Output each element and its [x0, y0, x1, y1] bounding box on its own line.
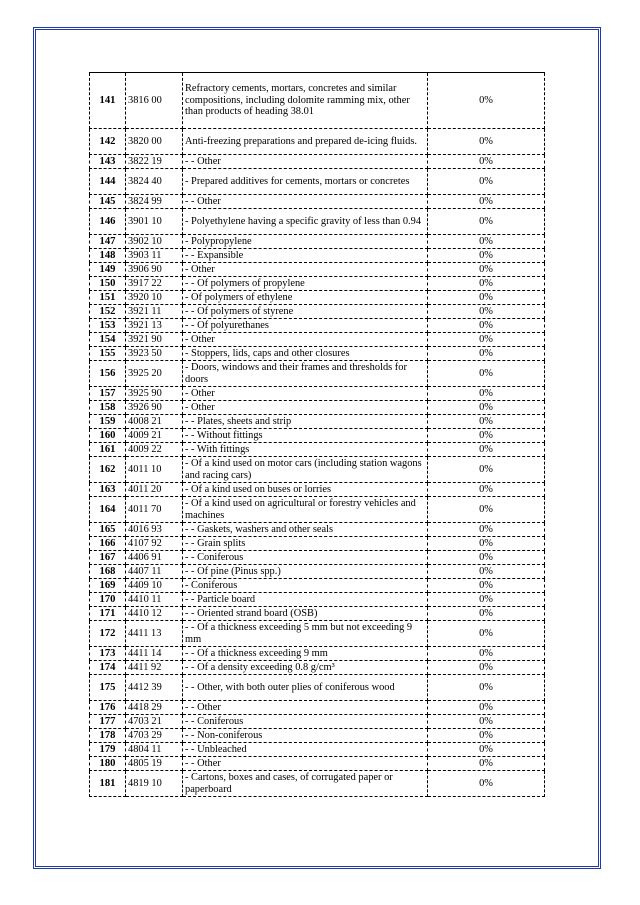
- description: - Coniferous: [183, 579, 428, 593]
- duty-rate: 0%: [428, 387, 545, 401]
- hs-code: 4418 29: [126, 701, 183, 715]
- hs-code: 4107 92: [126, 537, 183, 551]
- row-number: 176: [90, 701, 126, 715]
- table-row: [90, 305, 545, 319]
- table-row: [90, 743, 545, 757]
- hs-code: 3816 00: [126, 73, 183, 129]
- hs-code: 3902 10: [126, 235, 183, 249]
- duty-rate: 0%: [428, 73, 545, 129]
- description: - - Of polymers of styrene: [183, 305, 428, 319]
- table-row: [90, 497, 545, 523]
- hs-code: 4008 21: [126, 415, 183, 429]
- description: - - Of polymers of propylene: [183, 277, 428, 291]
- duty-rate: 0%: [428, 483, 545, 497]
- row-number: 170: [90, 593, 126, 607]
- row-number: 169: [90, 579, 126, 593]
- description: - - Gaskets, washers and other seals: [183, 523, 428, 537]
- row-number: 157: [90, 387, 126, 401]
- row-number: 150: [90, 277, 126, 291]
- hs-code: 3906 90: [126, 263, 183, 277]
- row-number: 151: [90, 291, 126, 305]
- duty-rate: 0%: [428, 249, 545, 263]
- table-row: [90, 291, 545, 305]
- duty-rate: 0%: [428, 235, 545, 249]
- description: - - Of pine (Pinus spp.): [183, 565, 428, 579]
- hs-code: 4409 10: [126, 579, 183, 593]
- duty-rate: 0%: [428, 537, 545, 551]
- description: - Polypropylene: [183, 235, 428, 249]
- description: - Stoppers, lids, caps and other closures: [183, 347, 428, 361]
- hs-code: 4804 11: [126, 743, 183, 757]
- tariff-schedule-table: [89, 72, 545, 797]
- table-body: [90, 73, 545, 797]
- hs-code: 4412 39: [126, 675, 183, 701]
- description: - - Other: [183, 701, 428, 715]
- row-number: 181: [90, 771, 126, 797]
- row-number: 165: [90, 523, 126, 537]
- table-row: [90, 647, 545, 661]
- table-row: [90, 771, 545, 797]
- row-number: 166: [90, 537, 126, 551]
- table-row: [90, 661, 545, 675]
- row-number: 158: [90, 401, 126, 415]
- description: - Polyethylene having a specific gravity of less than 0.94: [183, 209, 428, 235]
- hs-code: 4410 11: [126, 593, 183, 607]
- table-row: [90, 333, 545, 347]
- row-number: 154: [90, 333, 126, 347]
- hs-code: 4011 10: [126, 457, 183, 483]
- duty-rate: 0%: [428, 415, 545, 429]
- description: - Of polymers of ethylene: [183, 291, 428, 305]
- table-row: [90, 715, 545, 729]
- hs-code: 3921 11: [126, 305, 183, 319]
- hs-code: 3824 40: [126, 169, 183, 195]
- description: - - Coniferous: [183, 715, 428, 729]
- table-row: [90, 551, 545, 565]
- row-number: 167: [90, 551, 126, 565]
- table-row: [90, 361, 545, 387]
- description: - - Grain splits: [183, 537, 428, 551]
- description: - - Coniferous: [183, 551, 428, 565]
- hs-code: 4407 11: [126, 565, 183, 579]
- description: - Other: [183, 263, 428, 277]
- duty-rate: 0%: [428, 401, 545, 415]
- row-number: 174: [90, 661, 126, 675]
- description: Anti-freezing preparations and prepared de-icing fluids.: [183, 129, 428, 155]
- row-number: 164: [90, 497, 126, 523]
- duty-rate: 0%: [428, 155, 545, 169]
- table-row: [90, 129, 545, 155]
- row-number: 152: [90, 305, 126, 319]
- hs-code: 3926 90: [126, 401, 183, 415]
- table-row: [90, 593, 545, 607]
- table-row: [90, 249, 545, 263]
- table-row: [90, 457, 545, 483]
- duty-rate: 0%: [428, 497, 545, 523]
- hs-code: 4411 92: [126, 661, 183, 675]
- table-row: [90, 565, 545, 579]
- table-row: [90, 523, 545, 537]
- description: - - Particle board: [183, 593, 428, 607]
- description: - - Of a density exceeding 0.8 g/cm³: [183, 661, 428, 675]
- table-row: [90, 169, 545, 195]
- row-number: 180: [90, 757, 126, 771]
- description: - - Other, with both outer plies of coniferous wood: [183, 675, 428, 701]
- row-number: 146: [90, 209, 126, 235]
- hs-code: 4009 21: [126, 429, 183, 443]
- hs-code: 4411 14: [126, 647, 183, 661]
- row-number: 147: [90, 235, 126, 249]
- table-row: [90, 429, 545, 443]
- description: - - Unbleached: [183, 743, 428, 757]
- hs-code: 3917 22: [126, 277, 183, 291]
- duty-rate: 0%: [428, 579, 545, 593]
- description: - - Expansible: [183, 249, 428, 263]
- description: - Prepared additives for cements, mortars or concretes: [183, 169, 428, 195]
- duty-rate: 0%: [428, 319, 545, 333]
- row-number: 171: [90, 607, 126, 621]
- description: - - Other: [183, 757, 428, 771]
- duty-rate: 0%: [428, 305, 545, 319]
- table-row: [90, 209, 545, 235]
- description: - - With fittings: [183, 443, 428, 457]
- row-number: 160: [90, 429, 126, 443]
- table-row: [90, 263, 545, 277]
- row-number: 173: [90, 647, 126, 661]
- row-number: 144: [90, 169, 126, 195]
- duty-rate: 0%: [428, 757, 545, 771]
- duty-rate: 0%: [428, 195, 545, 209]
- duty-rate: 0%: [428, 169, 545, 195]
- duty-rate: 0%: [428, 361, 545, 387]
- hs-code: 3921 90: [126, 333, 183, 347]
- duty-rate: 0%: [428, 277, 545, 291]
- table-row: [90, 757, 545, 771]
- description: - Other: [183, 401, 428, 415]
- row-number: 155: [90, 347, 126, 361]
- hs-code: 4703 29: [126, 729, 183, 743]
- table-row: [90, 235, 545, 249]
- hs-code: 3921 13: [126, 319, 183, 333]
- description: - Other: [183, 387, 428, 401]
- duty-rate: 0%: [428, 551, 545, 565]
- hs-code: 4805 19: [126, 757, 183, 771]
- description: - - Of a thickness exceeding 9 mm: [183, 647, 428, 661]
- description: - - Oriented strand board (OSB): [183, 607, 428, 621]
- row-number: 177: [90, 715, 126, 729]
- description: - - Non-coniferous: [183, 729, 428, 743]
- description: - Cartons, boxes and cases, of corrugated paper or paperboard: [183, 771, 428, 797]
- description: - - Of a thickness exceeding 5 mm but not exceeding 9 mm: [183, 621, 428, 647]
- table-row: [90, 195, 545, 209]
- table-row: [90, 483, 545, 497]
- row-number: 149: [90, 263, 126, 277]
- hs-code: 4016 93: [126, 523, 183, 537]
- description: - - Other: [183, 195, 428, 209]
- row-number: 168: [90, 565, 126, 579]
- row-number: 179: [90, 743, 126, 757]
- hs-code: 4410 12: [126, 607, 183, 621]
- hs-code: 3822 19: [126, 155, 183, 169]
- hs-code: 3820 00: [126, 129, 183, 155]
- row-number: 148: [90, 249, 126, 263]
- row-number: 159: [90, 415, 126, 429]
- duty-rate: 0%: [428, 771, 545, 797]
- duty-rate: 0%: [428, 129, 545, 155]
- duty-rate: 0%: [428, 291, 545, 305]
- description: Refractory cements, mortars, concretes and similar compositions, including dolomite ramming mix, other than products of heading 38.01: [183, 73, 428, 129]
- duty-rate: 0%: [428, 647, 545, 661]
- hs-code: 3901 10: [126, 209, 183, 235]
- table-row: [90, 607, 545, 621]
- duty-rate: 0%: [428, 743, 545, 757]
- duty-rate: 0%: [428, 347, 545, 361]
- description: - - Without fittings: [183, 429, 428, 443]
- hs-code: 4703 21: [126, 715, 183, 729]
- duty-rate: 0%: [428, 565, 545, 579]
- hs-code: 3920 10: [126, 291, 183, 305]
- duty-rate: 0%: [428, 593, 545, 607]
- hs-code: 4011 20: [126, 483, 183, 497]
- table-row: [90, 415, 545, 429]
- row-number: 178: [90, 729, 126, 743]
- description: - - Plates, sheets and strip: [183, 415, 428, 429]
- duty-rate: 0%: [428, 701, 545, 715]
- hs-code: 4406 91: [126, 551, 183, 565]
- duty-rate: 0%: [428, 429, 545, 443]
- description: - Of a kind used on buses or lorries: [183, 483, 428, 497]
- row-number: 141: [90, 73, 126, 129]
- table-row: [90, 319, 545, 333]
- table-row: [90, 155, 545, 169]
- row-number: 145: [90, 195, 126, 209]
- table-row: [90, 73, 545, 129]
- table-row: [90, 347, 545, 361]
- row-number: 172: [90, 621, 126, 647]
- row-number: 153: [90, 319, 126, 333]
- row-number: 156: [90, 361, 126, 387]
- row-number: 143: [90, 155, 126, 169]
- description: - Other: [183, 333, 428, 347]
- duty-rate: 0%: [428, 607, 545, 621]
- table-row: [90, 701, 545, 715]
- table-row: [90, 277, 545, 291]
- hs-code: 3824 99: [126, 195, 183, 209]
- duty-rate: 0%: [428, 333, 545, 347]
- table-row: [90, 401, 545, 415]
- duty-rate: 0%: [428, 621, 545, 647]
- hs-code: 4009 22: [126, 443, 183, 457]
- duty-rate: 0%: [428, 729, 545, 743]
- duty-rate: 0%: [428, 523, 545, 537]
- table-row: [90, 621, 545, 647]
- description: - Of a kind used on agricultural or forestry vehicles and machines: [183, 497, 428, 523]
- description: - Doors, windows and their frames and thresholds for doors: [183, 361, 428, 387]
- hs-code: 4411 13: [126, 621, 183, 647]
- duty-rate: 0%: [428, 209, 545, 235]
- hs-code: 3903 11: [126, 249, 183, 263]
- table-row: [90, 675, 545, 701]
- row-number: 163: [90, 483, 126, 497]
- hs-code: 3923 50: [126, 347, 183, 361]
- hs-code: 3925 90: [126, 387, 183, 401]
- hs-code: 4819 10: [126, 771, 183, 797]
- duty-rate: 0%: [428, 457, 545, 483]
- table-row: [90, 537, 545, 551]
- description: - - Of polyurethanes: [183, 319, 428, 333]
- hs-code: 3925 20: [126, 361, 183, 387]
- row-number: 142: [90, 129, 126, 155]
- hs-code: 4011 70: [126, 497, 183, 523]
- table-row: [90, 729, 545, 743]
- row-number: 175: [90, 675, 126, 701]
- duty-rate: 0%: [428, 263, 545, 277]
- table-row: [90, 387, 545, 401]
- duty-rate: 0%: [428, 661, 545, 675]
- table-row: [90, 443, 545, 457]
- row-number: 162: [90, 457, 126, 483]
- row-number: 161: [90, 443, 126, 457]
- duty-rate: 0%: [428, 675, 545, 701]
- table-row: [90, 579, 545, 593]
- description: - - Other: [183, 155, 428, 169]
- description: - Of a kind used on motor cars (including station wagons and racing cars): [183, 457, 428, 483]
- duty-rate: 0%: [428, 715, 545, 729]
- duty-rate: 0%: [428, 443, 545, 457]
